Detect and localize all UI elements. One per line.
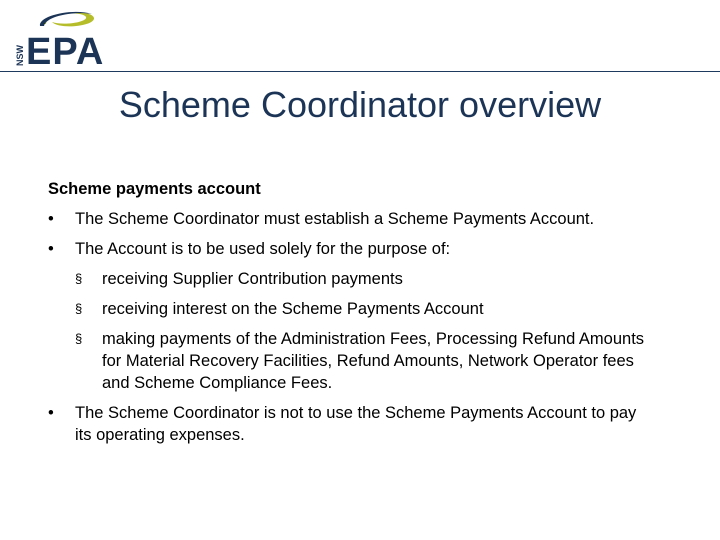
- sub-bullet-text: receiving interest on the Scheme Payments Account: [102, 300, 484, 318]
- sub-bullet-text-line: for Material Recovery Facilities, Refund Amounts, Network Operator fees: [102, 352, 634, 370]
- sub-bullet-text: receiving Supplier Contribution payments: [102, 270, 403, 288]
- bullet-text: The Account is to be used solely for the purpose of:: [75, 240, 451, 258]
- epa-text: EPA: [26, 31, 105, 68]
- sub-bullet-marker: §: [75, 331, 83, 346]
- bullet-marker: •: [48, 404, 54, 422]
- bullet-marker: •: [48, 210, 54, 228]
- sub-bullet-text-line: making payments of the Administration Fees, Processing Refund Amounts: [102, 330, 645, 348]
- epa-swoosh-icon: [40, 12, 94, 26]
- page-title: Scheme Coordinator overview: [118, 84, 602, 125]
- nsw-epa-logo: [12, 6, 112, 68]
- sub-bullet-text-line: and Scheme Compliance Fees.: [102, 374, 333, 392]
- sub-bullet-marker: §: [75, 301, 83, 316]
- bullet-text: The Scheme Coordinator must establish a Scheme Payments Account.: [75, 210, 595, 228]
- sub-bullet-marker: §: [75, 271, 83, 286]
- bullet-text-line: its operating expenses.: [75, 426, 245, 444]
- bullet-text-line: The Scheme Coordinator is not to use the Scheme Payments Account to pay: [75, 404, 637, 422]
- section-subtitle: Scheme payments account: [48, 180, 261, 198]
- header-divider: [0, 71, 720, 72]
- nsw-text: NSW: [15, 45, 25, 66]
- bullet-marker: •: [48, 240, 54, 258]
